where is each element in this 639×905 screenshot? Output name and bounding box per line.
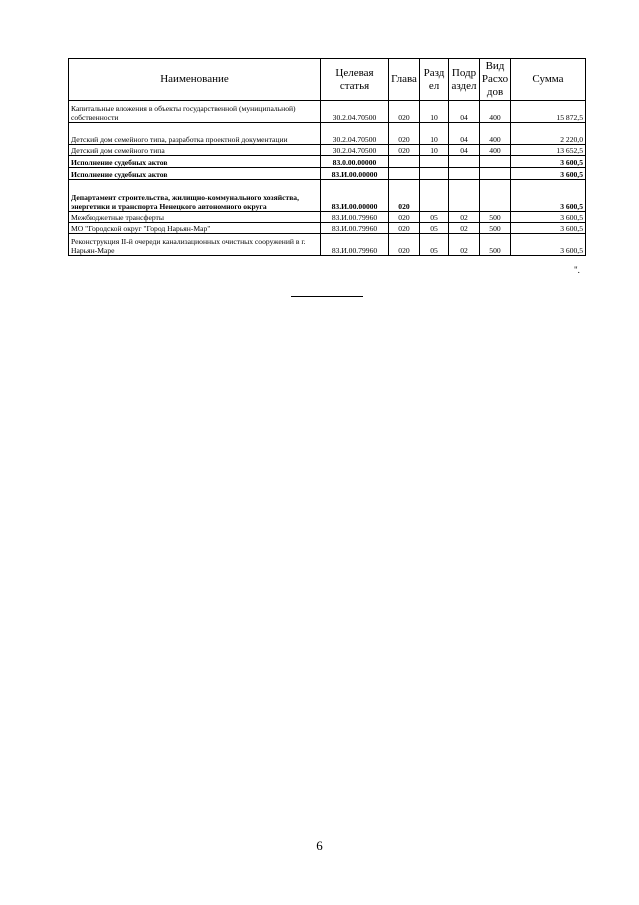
budget-table [68, 58, 586, 256]
cell-section: 10 [420, 101, 449, 123]
cell-amount: 3 600,5 [511, 156, 586, 168]
cell-expense-type: 400 [480, 123, 511, 145]
cell-section: 10 [420, 145, 449, 156]
cell-target: 83.И.00.00000 [321, 180, 389, 212]
cell-expense-type: 500 [480, 234, 511, 256]
cell-chapter: 020 [389, 223, 420, 234]
cell-name: Детский дом семейного типа [69, 145, 321, 156]
cell-subsection: 02 [449, 234, 480, 256]
cell-amount: 13 652,5 [511, 145, 586, 156]
cell-target: 30.2.04.70500 [321, 123, 389, 145]
cell-target: 83.И.00.00000 [321, 168, 389, 180]
cell-subsection [449, 180, 480, 212]
cell-expense-type: 400 [480, 145, 511, 156]
cell-subsection [449, 168, 480, 180]
cell-amount: 3 600,5 [511, 180, 586, 212]
header-name: Наименование [69, 59, 321, 101]
header-expense-type: Вид Расхо дов [480, 59, 511, 101]
divider-line [291, 296, 363, 297]
cell-target: 30.2.04.70500 [321, 101, 389, 123]
table-row [69, 123, 586, 145]
cell-target: 83.И.00.79960 [321, 212, 389, 223]
cell-subsection: 04 [449, 101, 480, 123]
cell-name: Исполнение судебных актов [69, 168, 321, 180]
cell-amount: 3 600,5 [511, 223, 586, 234]
table-row [69, 145, 586, 156]
cell-expense-type [480, 180, 511, 212]
cell-name: Исполнение судебных актов [69, 156, 321, 168]
cell-amount: 15 872,5 [511, 101, 586, 123]
cell-name: Межбюджетные трансферты [69, 212, 321, 223]
header-amount: Сумма [511, 59, 586, 101]
cell-chapter [389, 156, 420, 168]
cell-subsection: 04 [449, 123, 480, 145]
cell-target: 83.И.00.79960 [321, 223, 389, 234]
table-row [69, 212, 586, 223]
header-subsection: Подр аздел [449, 59, 480, 101]
cell-section: 05 [420, 223, 449, 234]
cell-chapter: 020 [389, 101, 420, 123]
cell-target: 30.2.04.70500 [321, 145, 389, 156]
cell-subsection: 04 [449, 145, 480, 156]
cell-target: 83.0.00.00000 [321, 156, 389, 168]
cell-section: 05 [420, 212, 449, 223]
cell-section: 10 [420, 123, 449, 145]
page-number: 6 [316, 838, 323, 853]
cell-subsection [449, 156, 480, 168]
cell-expense-type [480, 156, 511, 168]
table-row [69, 180, 586, 212]
cell-chapter: 020 [389, 123, 420, 145]
cell-chapter [389, 168, 420, 180]
cell-name: МО "Городской округ "Город Нарьян-Мар" [69, 223, 321, 234]
cell-name: Департамент строительства, жилищно-коммунального хозяйства, энергетики и транспорта Ненецкого автономного округа [69, 180, 321, 212]
table-row [69, 234, 586, 256]
header-chapter: Глава [389, 59, 420, 101]
cell-name: Реконструкция II-й очереди канализационных очистных сооружений в г. Нарьян-Маре [69, 234, 321, 256]
cell-expense-type: 500 [480, 223, 511, 234]
table-header-row [69, 59, 586, 101]
table-row [69, 223, 586, 234]
cell-chapter: 020 [389, 234, 420, 256]
cell-target: 83.И.00.79960 [321, 234, 389, 256]
cell-amount: 3 600,5 [511, 234, 586, 256]
cell-chapter: 020 [389, 212, 420, 223]
cell-expense-type [480, 168, 511, 180]
cell-name: Капитальные вложения в объекты государственной (муниципальной) собственности [69, 101, 321, 123]
header-section: Разд ел [420, 59, 449, 101]
cell-subsection: 02 [449, 212, 480, 223]
cell-amount: 3 600,5 [511, 168, 586, 180]
header-target: Целевая статья [321, 59, 389, 101]
cell-amount: 2 220,0 [511, 123, 586, 145]
cell-section: 05 [420, 234, 449, 256]
cell-name: Детский дом семейного типа, разработка проектной документации [69, 123, 321, 145]
cell-subsection: 02 [449, 223, 480, 234]
cell-section [420, 156, 449, 168]
cell-section [420, 180, 449, 212]
cell-expense-type: 500 [480, 212, 511, 223]
cell-chapter: 020 [389, 180, 420, 212]
cell-section [420, 168, 449, 180]
cell-chapter: 020 [389, 145, 420, 156]
table-row [69, 101, 586, 123]
cell-amount: 3 600,5 [511, 212, 586, 223]
cell-expense-type: 400 [480, 101, 511, 123]
table-row [69, 168, 586, 180]
table-row [69, 156, 586, 168]
closing-quote-mark: ". [574, 265, 580, 275]
